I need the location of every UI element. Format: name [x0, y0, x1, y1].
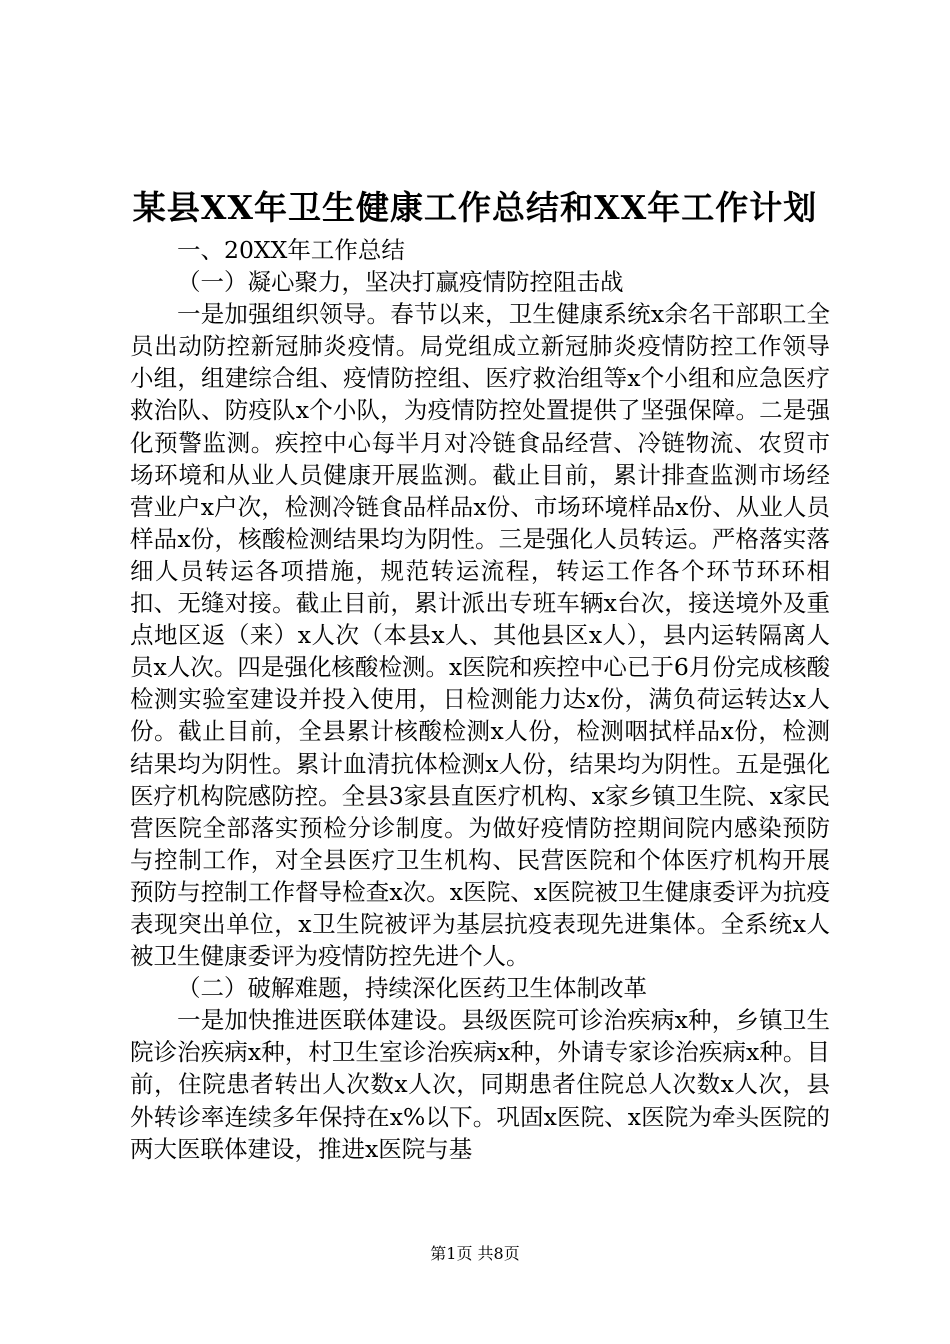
body-paragraph-2: 一是加快推进医联体建设。县级医院可诊治疾病x种，乡镇卫生院诊治疾病x种，村卫生室诊治疾病x种，外请专家诊治疾病x种。目前，住院患者转出人次数x人次，同期患者住院总人次数x人次，县外转诊率连续多年保持在x%以下。巩固x医院、x医院为牵头医院的两大医联体建设，推进x医院与基 — [130, 1006, 830, 1163]
subsection-heading-1: （一）凝心聚力，坚决打赢疫情防控阻击战 — [177, 268, 624, 297]
document-body — [130, 234, 830, 1165]
body-paragraph-1: 一是加强组织领导。春节以来，卫生健康系统x余名干部职工全员出动防控新冠肺炎疫情。局党组成立新冠肺炎疫情防控工作领导小组，组建综合组、疫情防控组、医疗救治组等x个小组和应急医疗救治队、防疫队x个小队，为疫情防控处置提供了坚强保障。二是强化预警监测。疾控中心每半月对冷链食品经营、冷链物流、农贸市场环境和从业人员健康开展监测。截止目前，累计排查监测市场经营业户x户次，检测冷链食品样品x份、市场环境样品x份、从业人员样品x份，核酸检测结果均为阴性。三是强化人员转运。严格落实落细人员转运各项措施，规范转运流程，转运工作各个环节环环相扣、无缝对接。截止目前，累计派出专班车辆x台次，接送境外及重点地区返（来）x人次（本县x人、其他县区x人），县内运转隔离人员x人次。四是强化核酸检测。x医院和疾控中心已于6月份完成核酸检测实验室建设并投入使用，日检测能力达x份，满负荷运转达x人份。截止目前，全县累计核酸检测x人份，检测咽拭样品x份，检测结果均为阴性。累计血清抗体检测x人份，结果均为阴性。五是强化医疗机构院感防控。全县3家县直医疗机构、x家乡镇卫生院、x家民营医院全部落实预检分诊制度。为做好疫情防控期间院内感染预防与控制工作，对全县医疗卫生机构、民营医院和个体医疗机构开展预防与控制工作督导检查x次。x医院、x医院被卫生健康委评为抗疫表现突出单位，x卫生院被评为基层抗疫表现先进集体。全系统x人被卫生健康委评为疫情防控先进个人。 — [130, 300, 830, 971]
document-title: 某县XX年卫生健康工作总结和XX年工作计划 — [132, 188, 818, 227]
subsection-heading-2: （二）破解难题，持续深化医药卫生体制改革 — [177, 974, 647, 1003]
page-footer: 第1页 共8页 — [430, 1244, 520, 1263]
section-heading-1: 一、20XX年工作总结 — [177, 236, 405, 264]
